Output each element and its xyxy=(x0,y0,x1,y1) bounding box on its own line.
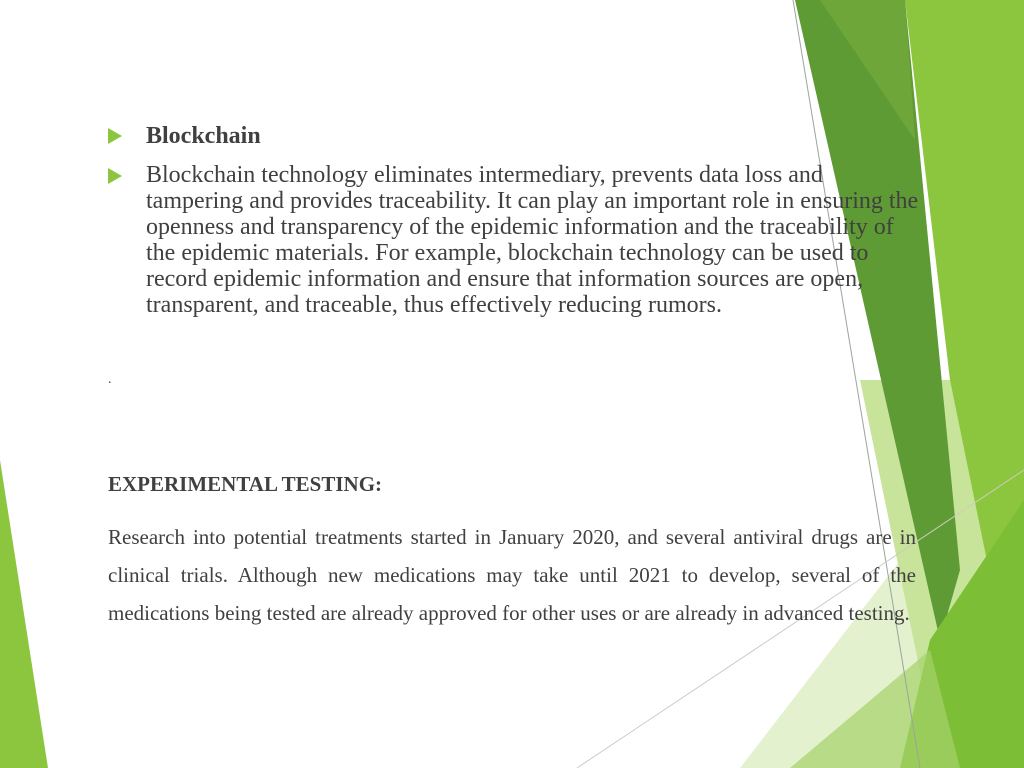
bullet-title: Blockchain xyxy=(146,123,261,149)
stray-period: . xyxy=(108,372,112,387)
bullet-paragraph: Blockchain technology eliminates intermediary, prevents data loss and tampering and provides traceability. It can play an important role in ensuring the openness and transparency of the epidemic information and the traceability of the epidemic materials. For example, blockchain technology can be used to record epidemic information and ensure that information sources are open, transparent, and traceable, thus effectively reducing rumors. xyxy=(146,162,919,318)
section-paragraph: Research into potential treatments started in January 2020, and several antiviral drugs are in clinical trials. Although new medications may take until 2021 to develop, several of the medications being tested are already approved for other uses or are already in advanced testing. xyxy=(108,525,916,625)
triangle-right-icon xyxy=(108,128,122,144)
section-heading: EXPERIMENTAL TESTING: xyxy=(108,472,383,496)
bullet-item-description xyxy=(108,162,926,318)
bullet-item-blockchain xyxy=(108,122,261,150)
triangle-right-icon xyxy=(108,168,122,184)
